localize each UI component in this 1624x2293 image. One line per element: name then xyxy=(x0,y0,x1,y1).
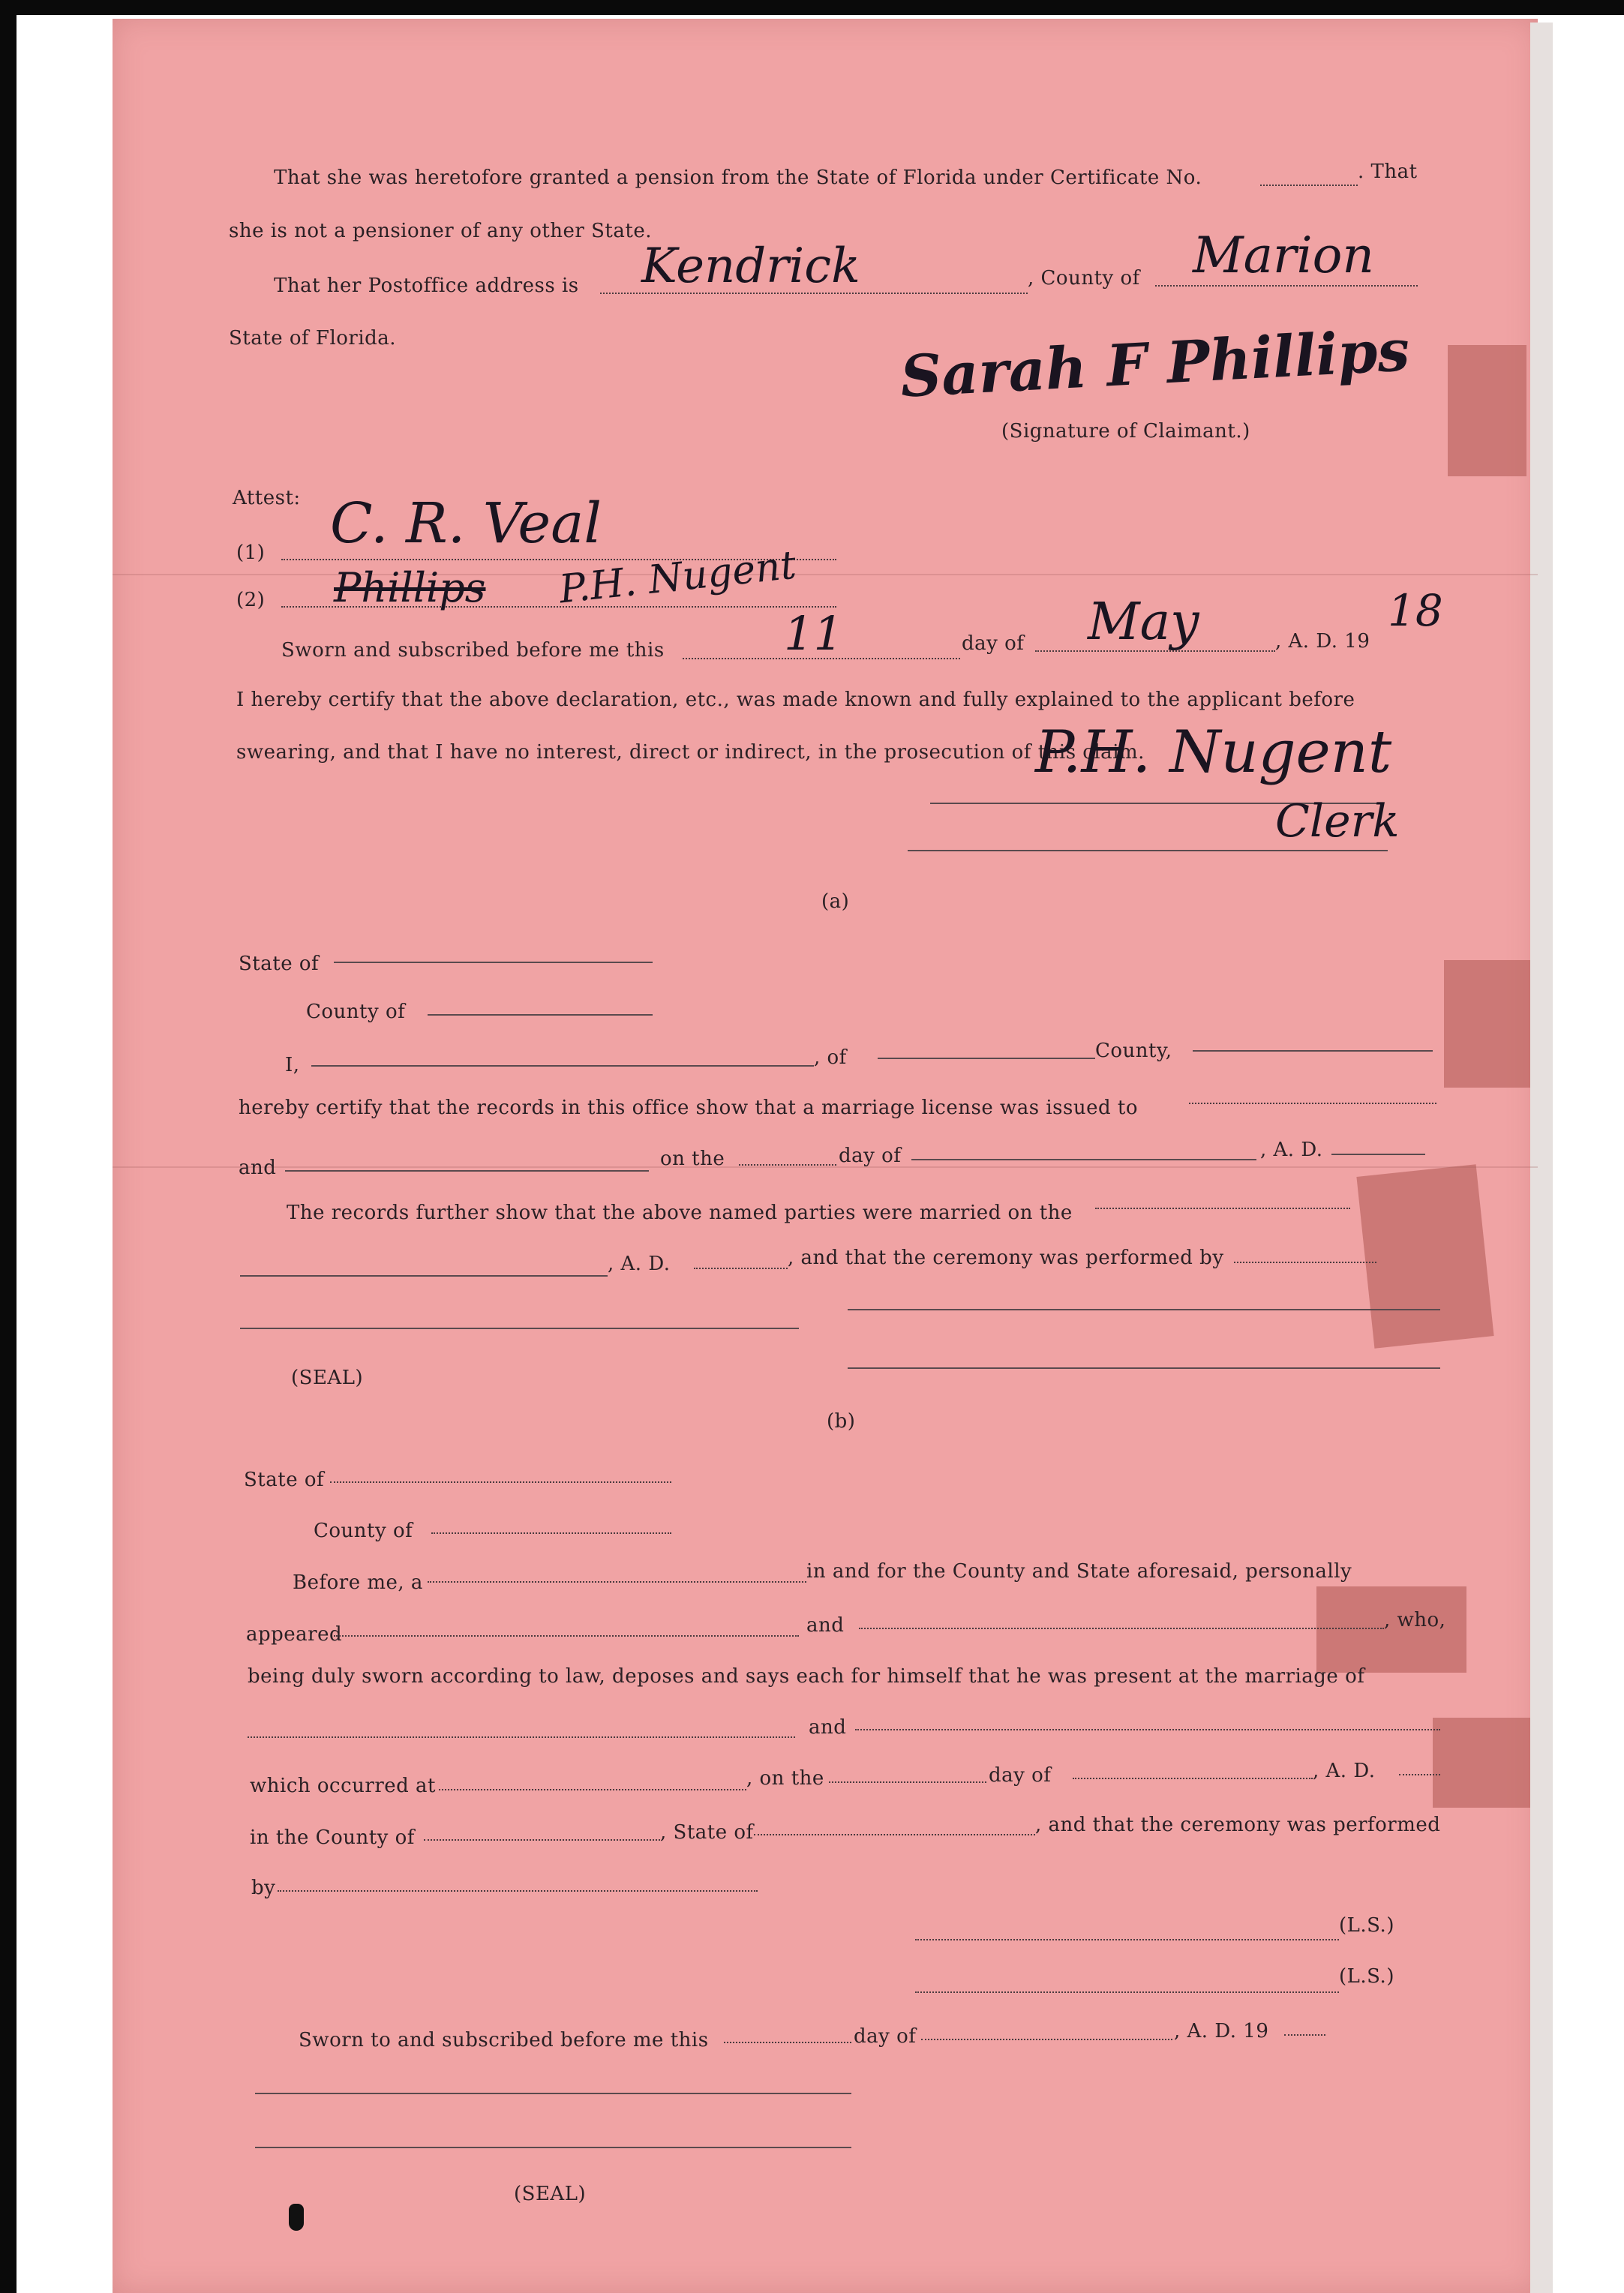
a-license-field xyxy=(1189,1103,1436,1104)
page-edge xyxy=(1530,23,1553,2293)
b-official-line-2 xyxy=(255,2147,851,2148)
a-ad2: , A. D. xyxy=(608,1253,671,1275)
postoffice-value: Kendrick xyxy=(641,239,860,294)
a-official-line-3 xyxy=(848,1367,1440,1369)
b-state-field xyxy=(330,1481,671,1483)
postoffice-label: That her Postoffice address is xyxy=(274,275,579,297)
witness-2-struck: Phillips xyxy=(334,564,486,611)
b-county-of: County of xyxy=(314,1520,413,1542)
a-ad: , A. D. xyxy=(1260,1139,1323,1161)
b-sworn-month-field xyxy=(921,2039,1172,2040)
b-day-of2: day of xyxy=(854,2025,917,2048)
b-and-field xyxy=(859,1628,1384,1629)
a-ad-field xyxy=(1331,1154,1425,1155)
b-county-field xyxy=(431,1532,671,1534)
scan-border-left xyxy=(0,0,17,2293)
a-i-field xyxy=(311,1065,814,1067)
b-on-the-field xyxy=(829,1781,986,1783)
b-day-of-field xyxy=(1073,1778,1313,1779)
b-ls-1: (L.S.) xyxy=(1339,1914,1394,1937)
a-seal: (SEAL) xyxy=(291,1367,364,1389)
a-on-the: on the xyxy=(660,1148,725,1170)
county-field xyxy=(1155,285,1418,287)
sworn-ad: , A. D. 19 xyxy=(1275,630,1370,653)
a-married-date-field xyxy=(240,1275,608,1277)
tape-strip xyxy=(1448,345,1526,476)
b-state2-field xyxy=(754,1834,1035,1835)
clerk-title-line xyxy=(908,850,1388,851)
b-and: and xyxy=(806,1614,845,1637)
a-ceremony-field xyxy=(1234,1262,1376,1263)
signature-caption: (Signature of Claimant.) xyxy=(1001,420,1250,443)
a-day-of: day of xyxy=(839,1145,902,1167)
b-appeared: appeared xyxy=(246,1623,343,1646)
a-county-of: County of xyxy=(306,1001,406,1023)
a-of-label: , of xyxy=(814,1046,847,1069)
a-state-field xyxy=(334,962,653,963)
pension-statement-line1: That she was heretofore granted a pension from the State of Florida under Certificate No. xyxy=(274,167,1202,189)
section-a-marker: (a) xyxy=(821,890,850,913)
state-of-florida: State of Florida. xyxy=(229,327,397,350)
county-value: Marion xyxy=(1193,227,1374,284)
certificate-number-field xyxy=(1260,185,1358,186)
a-official-line-1 xyxy=(240,1328,799,1329)
b-state-of2: , State of xyxy=(660,1821,754,1844)
a-of-field xyxy=(878,1058,1095,1059)
b-ad-field xyxy=(1399,1774,1440,1775)
tape-strip xyxy=(1444,960,1530,1088)
sworn-day-of: day of xyxy=(962,632,1025,655)
b-marriage-field-2 xyxy=(855,1729,1440,1730)
a-official-line-2 xyxy=(848,1309,1440,1310)
b-by-field xyxy=(278,1890,758,1892)
a-and: and xyxy=(239,1157,277,1179)
a-ceremony: , and that the ceremony was performed by xyxy=(788,1247,1224,1269)
fold-crease xyxy=(113,574,1538,575)
a-county-name-field xyxy=(1193,1050,1433,1052)
b-ls-2: (L.S.) xyxy=(1339,1965,1394,1988)
section-b-marker: (b) xyxy=(827,1410,856,1433)
tape-strip xyxy=(1356,1164,1493,1348)
a-married-field xyxy=(1095,1208,1350,1209)
b-who: , who, xyxy=(1384,1609,1446,1631)
fold-crease xyxy=(113,1166,1538,1168)
scan-border-top xyxy=(0,0,1624,15)
b-official-field xyxy=(428,1581,806,1583)
witness-1-number: (1) xyxy=(236,542,266,564)
b-being-sworn: being duly sworn according to law, deposes and says each for himself that he was present at the marriage of xyxy=(248,1665,1365,1688)
b-sworn-year-field xyxy=(1284,2034,1325,2036)
b-before-me: Before me, a xyxy=(293,1571,423,1594)
b-and2: and xyxy=(809,1716,847,1739)
ink-blot xyxy=(289,2204,304,2231)
tape-strip xyxy=(1433,1718,1530,1808)
certification-line2: swearing, and that I have no interest, direct or indirect, in the prosecution of this claim. xyxy=(236,741,1145,764)
b-state-of: State of xyxy=(244,1469,325,1491)
sworn-month-value: May xyxy=(1088,593,1199,652)
a-county-comma: County, xyxy=(1095,1040,1172,1062)
b-appeared-field xyxy=(334,1635,799,1637)
b-sworn-to: Sworn to and subscribed before me this xyxy=(299,2029,709,2051)
b-which-occurred: which occurred at xyxy=(250,1775,437,1797)
b-ad: , A. D. xyxy=(1313,1760,1376,1782)
a-i-label: I, xyxy=(285,1054,300,1076)
clerk-signature: P.H. Nugent xyxy=(1035,719,1392,786)
a-county-field xyxy=(428,1014,653,1016)
a-and-field xyxy=(285,1170,649,1172)
b-in-county: in the County of xyxy=(250,1826,415,1849)
b-sworn-day-field xyxy=(724,2042,851,2043)
a-records-further: The records further show that the above named parties were married on the xyxy=(287,1202,1073,1224)
a-ad2-field xyxy=(694,1268,788,1269)
b-occurred-field xyxy=(439,1789,746,1790)
b-official-line-1 xyxy=(255,2093,851,2094)
a-on-the-field xyxy=(739,1164,836,1166)
b-by: by xyxy=(251,1877,276,1899)
clerk-title: Clerk xyxy=(1275,795,1400,848)
certification-line1: I hereby certify that the above declaration, etc., was made known and fully explained to the applicant before xyxy=(236,689,1355,711)
b-marriage-field-1 xyxy=(248,1736,795,1738)
sworn-year-value: 18 xyxy=(1388,585,1443,636)
b-in-and-for: in and for the County and State aforesaid, personally xyxy=(806,1560,1352,1583)
a-hereby-certify: hereby certify that the records in this office show that a marriage license was issued to xyxy=(239,1097,1138,1119)
a-state-of: State of xyxy=(239,953,320,975)
pension-statement-line2: she is not a pensioner of any other State. xyxy=(229,220,652,242)
b-day-of: day of xyxy=(989,1764,1052,1787)
b-on-the: , on the xyxy=(746,1767,824,1790)
b-ls-field-1 xyxy=(915,1939,1339,1940)
sworn-day-value: 11 xyxy=(784,606,843,661)
county-label: , County of xyxy=(1028,267,1140,290)
b-ceremony: , and that the ceremony was performed xyxy=(1035,1814,1441,1836)
claimant-signature: Sarah F Phillips xyxy=(899,317,1412,410)
witness-2-signature: P.H. Nugent xyxy=(557,542,799,613)
witness-2-number: (2) xyxy=(236,589,266,611)
witness-1-signature: C. R. Veal xyxy=(330,491,602,556)
b-ls-field-2 xyxy=(915,1991,1339,1993)
b-seal: (SEAL) xyxy=(514,2183,587,2205)
a-day-of-field xyxy=(911,1159,1256,1160)
pension-statement-line1-end: . That xyxy=(1358,161,1418,183)
sworn-label: Sworn and subscribed before me this xyxy=(281,639,665,662)
attest-label: Attest: xyxy=(233,487,301,509)
b-ad19: , A. D. 19 xyxy=(1174,2020,1269,2042)
b-in-county-field xyxy=(424,1839,660,1841)
